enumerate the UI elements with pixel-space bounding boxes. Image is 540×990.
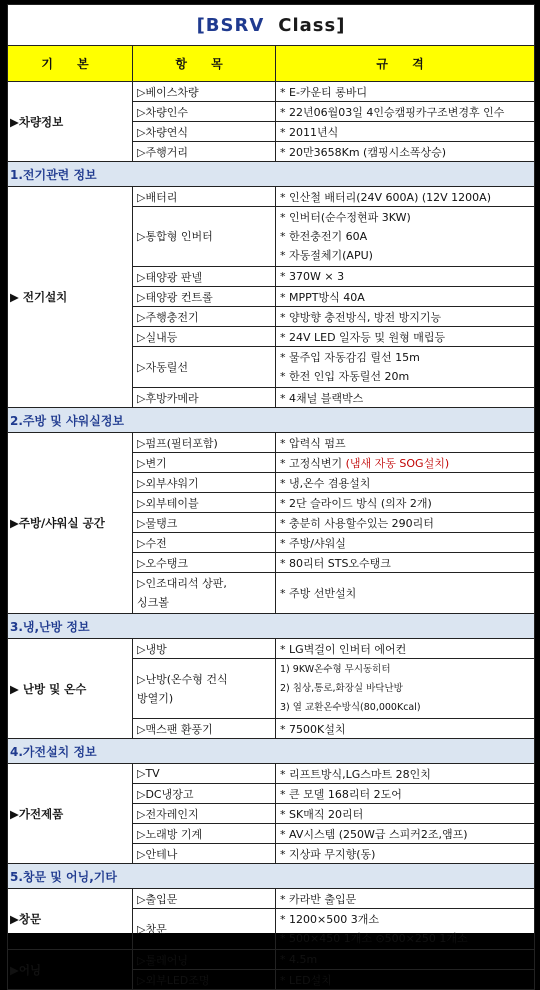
item-label: ▷노래방 기계 <box>133 824 276 844</box>
category-label: ▶ 난방 및 온수 <box>8 639 133 739</box>
spec-row <box>8 82 535 102</box>
item-label: ▷외부LED조명 <box>133 970 276 990</box>
spec-line: 3) 열 교환온수방식(80,000Kcal) <box>280 702 421 713</box>
item-label: ▷외부테이블 <box>133 493 276 513</box>
spec-value: * 2단 슬라이드 방식 (의자 2개) <box>276 493 535 513</box>
spec-value: * E-카운티 롱바디 <box>276 82 535 102</box>
item-label <box>133 573 276 614</box>
spec-value <box>276 659 535 719</box>
item-label: ▷차량인수 <box>133 102 276 122</box>
spec-value: * 냉,온수 겸용설치 <box>276 473 535 493</box>
category-label: ▶ 전기설치 <box>8 187 133 408</box>
item-line: ▷인조대리석 상판, <box>137 577 227 590</box>
item-label: ▷주행충전기 <box>133 307 276 327</box>
spec-text: * 고정식변기 <box>280 456 346 470</box>
item-label: ▷맥스팬 환풍기 <box>133 719 276 739</box>
spec-value: * MPPT방식 40A <box>276 287 535 307</box>
item-label: ▷베이스차량 <box>133 82 276 102</box>
spec-line: * 자동절체기(APU) <box>280 249 373 262</box>
header-spec: 규 격 <box>276 46 535 82</box>
spec-value: * 리프트방식,LG스마트 28인치 <box>276 764 535 784</box>
item-label: ▷태양광 컨트롤 <box>133 287 276 307</box>
spec-line: * 1200×500 3개소 <box>280 913 379 926</box>
item-label: ▷통합형 인버터 <box>133 207 276 267</box>
spec-value: * 큰 모델 168리터 2도어 <box>276 784 535 804</box>
spec-value: * 370W × 3 <box>276 267 535 287</box>
item-label: ▷외부샤워기 <box>133 473 276 493</box>
spec-line: 2) 침상,통로,화장실 바닥난방 <box>280 683 403 694</box>
item-label: ▷후방카메라 <box>133 388 276 408</box>
spec-value: * 인산철 배터리(24V 600A) (12V 1200A) <box>276 187 535 207</box>
category-label: ▶가전제품 <box>8 764 133 864</box>
item-label: ▷툴레어닝 <box>133 950 276 970</box>
spec-value <box>276 207 535 267</box>
spec-line: * 인버터(순수정현파 3KW) <box>280 211 411 224</box>
item-label: ▷전자레인지 <box>133 804 276 824</box>
spec-row <box>8 889 535 909</box>
sheet-title <box>8 5 535 46</box>
item-label: ▷주행거리 <box>133 142 276 162</box>
spec-value: * 카라반 출입문 <box>276 889 535 909</box>
category-label: ▶주방/샤워실 공간 <box>8 433 133 614</box>
category-label: ▶어닝 <box>8 950 133 990</box>
header-item: 항 목 <box>133 46 276 82</box>
spec-value <box>276 347 535 388</box>
section-title: 1.전기관련 정보 <box>8 162 535 187</box>
spec-value: * 지상파 무지향(동) <box>276 844 535 864</box>
item-label: ▷DC냉장고 <box>133 784 276 804</box>
item-line: 방열기) <box>137 691 174 705</box>
item-label: ▷변기 <box>133 453 276 473</box>
item-line: ▷난방(온수형 건식 <box>137 672 228 686</box>
spec-row <box>8 433 535 453</box>
spec-line: * 한전충전기 60A <box>280 230 368 243</box>
spec-value: * LED설치 <box>276 970 535 990</box>
item-label: ▷자동릴선 <box>133 347 276 388</box>
spec-line: * 한전 인입 자동릴선 20m <box>280 370 410 383</box>
item-line: 싱크볼 <box>137 596 169 609</box>
spec-value: * 충분히 사용할수있는 290리터 <box>276 513 535 533</box>
item-label: ▷출입문 <box>133 889 276 909</box>
spec-value: * 80리터 STS오수탱크 <box>276 553 535 573</box>
spec-line: * 물주입 자동감김 릴선 15m <box>280 351 420 364</box>
item-label <box>133 659 276 719</box>
section-header-row <box>8 162 535 187</box>
section-header-row <box>8 864 535 889</box>
section-header-row <box>8 408 535 433</box>
item-label: ▷태양광 판넬 <box>133 267 276 287</box>
spec-value: * 4채널 블랙박스 <box>276 388 535 408</box>
spec-value: * 2011년식 <box>276 122 535 142</box>
spec-row <box>8 764 535 784</box>
section-title: 2.주방 및 샤워실정보 <box>8 408 535 433</box>
spec-value: * LG벽걸이 인버터 에어컨 <box>276 639 535 659</box>
category-label: ▶창문 <box>8 889 133 950</box>
category-label: ▶차량정보 <box>8 82 133 162</box>
spec-line: 1) 9KW온수형 무시동히터 <box>280 664 391 675</box>
section-header-row <box>8 614 535 639</box>
header-basic: 기 본 <box>8 46 133 82</box>
spec-value: * 7500K설치 <box>276 719 535 739</box>
item-label: ▷차량연식 <box>133 122 276 142</box>
spec-value: * 주방 선반설치 <box>276 573 535 614</box>
section-title: 5.창문 및 어닝,기타 <box>8 864 535 889</box>
item-label: ▷창문 <box>133 909 276 950</box>
item-label: ▷오수탱크 <box>133 553 276 573</box>
spec-sheet <box>7 4 534 987</box>
item-label: ▷TV <box>133 764 276 784</box>
section-title: 3.냉,난방 정보 <box>8 614 535 639</box>
item-label: ▷실내등 <box>133 327 276 347</box>
header-row <box>8 46 535 82</box>
section-header-row <box>8 739 535 764</box>
spec-value: * 주방/샤워실 <box>276 533 535 553</box>
spec-value <box>276 453 535 473</box>
spec-row <box>8 187 535 207</box>
item-label: ▷배터리 <box>133 187 276 207</box>
section-title: 4.가전설치 정보 <box>8 739 535 764</box>
spec-value: * 양방향 충전방식, 방전 방지기능 <box>276 307 535 327</box>
item-label: ▷펌프(필터포함) <box>133 433 276 453</box>
title-brand: [BSRV <box>196 14 265 36</box>
item-label: ▷물탱크 <box>133 513 276 533</box>
spec-value: * 압력식 펌프 <box>276 433 535 453</box>
spec-row <box>8 950 535 970</box>
spec-value: * 24V LED 일자등 및 원형 매립등 <box>276 327 535 347</box>
title-class: Class] <box>278 14 346 36</box>
item-label: ▷안테나 <box>133 844 276 864</box>
spec-value: * AV시스템 (250W급 스피커2조,앰프) <box>276 824 535 844</box>
spec-highlight: (냄새 자동 SOG설치) <box>345 456 450 470</box>
item-label: ▷냉방 <box>133 639 276 659</box>
spec-value <box>276 909 535 950</box>
spec-value: * SK매직 20리터 <box>276 804 535 824</box>
spec-line: * 500×450 1개소 ⊙500×250 1개소 <box>280 932 468 945</box>
spec-table <box>7 4 535 990</box>
spec-value: * 20만3658Km (캠핑시소폭상승) <box>276 142 535 162</box>
spec-value: * 4.5m <box>276 950 535 970</box>
item-label: ▷수전 <box>133 533 276 553</box>
spec-value: * 22년06월03일 4인승캠핑카구조변경후 인수 <box>276 102 535 122</box>
spec-row <box>8 639 535 659</box>
